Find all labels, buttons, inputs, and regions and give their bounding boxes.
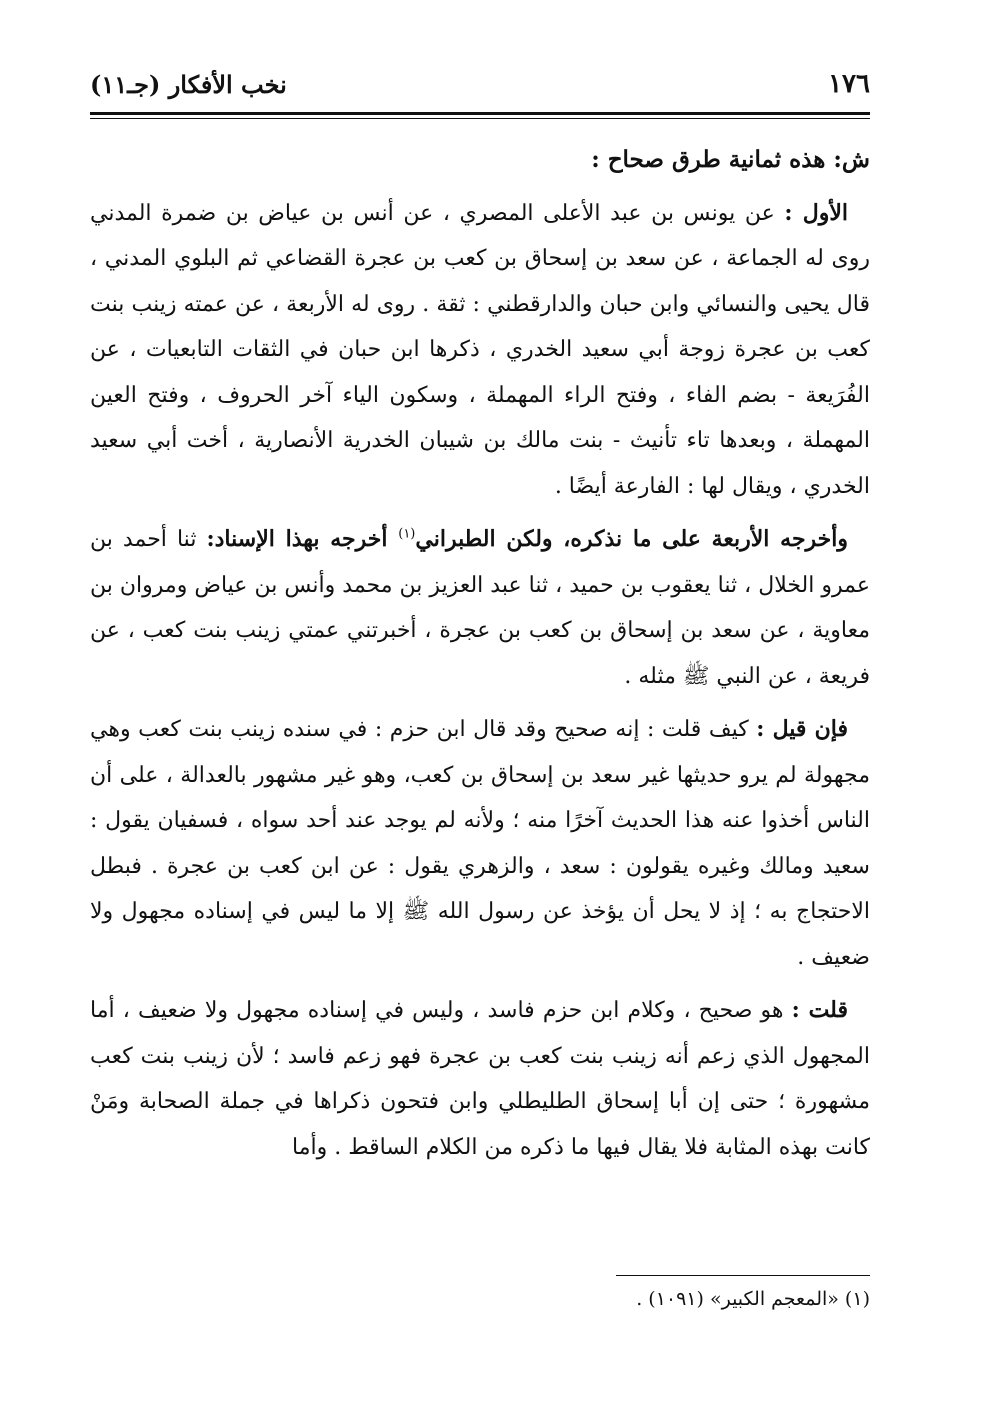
paragraph-lead: قلت : (791, 997, 848, 1023)
paragraph-lead: فإن قيل : (756, 716, 848, 742)
header-rule-thick (90, 112, 870, 115)
section-heading: ش: هذه ثمانية طرق صحاح : (591, 146, 870, 173)
paragraph-first-chain (90, 191, 870, 510)
book-page (90, 60, 870, 1390)
paragraph-lead: وأخرجه الأربعة على ما نذكره، ولكن الطبراني (415, 526, 849, 552)
page-number: ١٧٦ (828, 69, 870, 99)
paragraph-tabarani (90, 517, 870, 699)
footnote: (١) «المعجم الكبير» (١٠٩١) . (636, 1288, 870, 1310)
paragraph-lead-continued: أخرجه بهذا الإسناد: (206, 526, 399, 552)
page-body (90, 137, 870, 1170)
header-rule-thin (90, 118, 870, 119)
paragraph-lead: الأول : (784, 199, 848, 226)
paragraph-response (90, 988, 870, 1170)
paragraph-text: ثنا أحمد بن عمرو الخلال ، ثنا يعقوب بن حميد ، ثنا عبد العزيز بن محمد وأنس بن عياض ومروان بن معاوية ، عن سعد بن إسحاق بن كعب بن عجرة ، أخبرتني عمتي زينب بنت كعب ، عن فريعة ، عن النبي ﷺ مثله . (90, 527, 870, 689)
paragraph-text: عن يونس بن عبد الأعلى المصري ، عن أنس بن عياض بن ضمرة المدني روى له الجماعة ، عن سعد بن إسحاق بن كعب بن عجرة القضاعي ثم البلوي المدني ، قال يحيى والنسائي وابن حبان والدارقطني : ثقة . روى له الأربعة ، عن عمته زينب بنت كعب بن عجرة زوجة أبي سعيد الخدري ، ذكرها ابن حبان في الثقات التابعيات ، عن الفُرَيعة - بضم الفاء ، وفتح الراء المهملة ، وسكون الياء آخر الحروف ، وفتح العين المهملة ، وبعدها تاء تأنيث - بنت مالك بن شيبان الخدرية الأنصارية ، أخت أبي سعيد الخدري ، ويقال لها : الفارعة أيضًا . (90, 200, 870, 499)
book-title: نخب الأفكار (جـ١١) (90, 69, 287, 99)
paragraph-text: كيف قلت : إنه صحيح وقد قال ابن حزم : في سنده زينب بنت كعب وهي مجهولة لم يرو حديثها غير سعد بن إسحاق بن كعب، وهو غير مشهور بالعدالة ، على أن الناس أخذوا عنه هذا الحديث آخرًا منه ؛ ولأنه لم يوجد عند أحد سواه ، فسفيان يقول : سعيد ومالك وغيره يقولون : سعد ، والزهري يقول : عن ابن كعب بن عجرة . فبطل الاحتجاج به ؛ إذ لا يحل أن يؤخذ عن رسول الله ﷺ إلا ما ليس في إسناده مجهول ولا ضعيف . (90, 717, 870, 970)
paragraph-text: هو صحيح ، وكلام ابن حزم فاسد ، وليس في إسناده مجهول ولا ضعيف ، أما المجهول الذي زعم أنه زينب بنت كعب بن عجرة فهو زعم فاسد ؛ لأن زينب بنت كعب مشهورة ؛ حتى إن أبا إسحاق الطليطلي وابن فتحون ذكراها في جملة الصحابة ومَنْ كانت بهذه المثابة فلا يقال فيها ما ذكره من الكلام الساقط . وأما (90, 998, 870, 1160)
paragraph-objection (90, 707, 870, 980)
footnote-separator (616, 1275, 870, 1276)
footnote-reference[interactable]: (١) (398, 526, 416, 542)
page-header (90, 60, 870, 108)
